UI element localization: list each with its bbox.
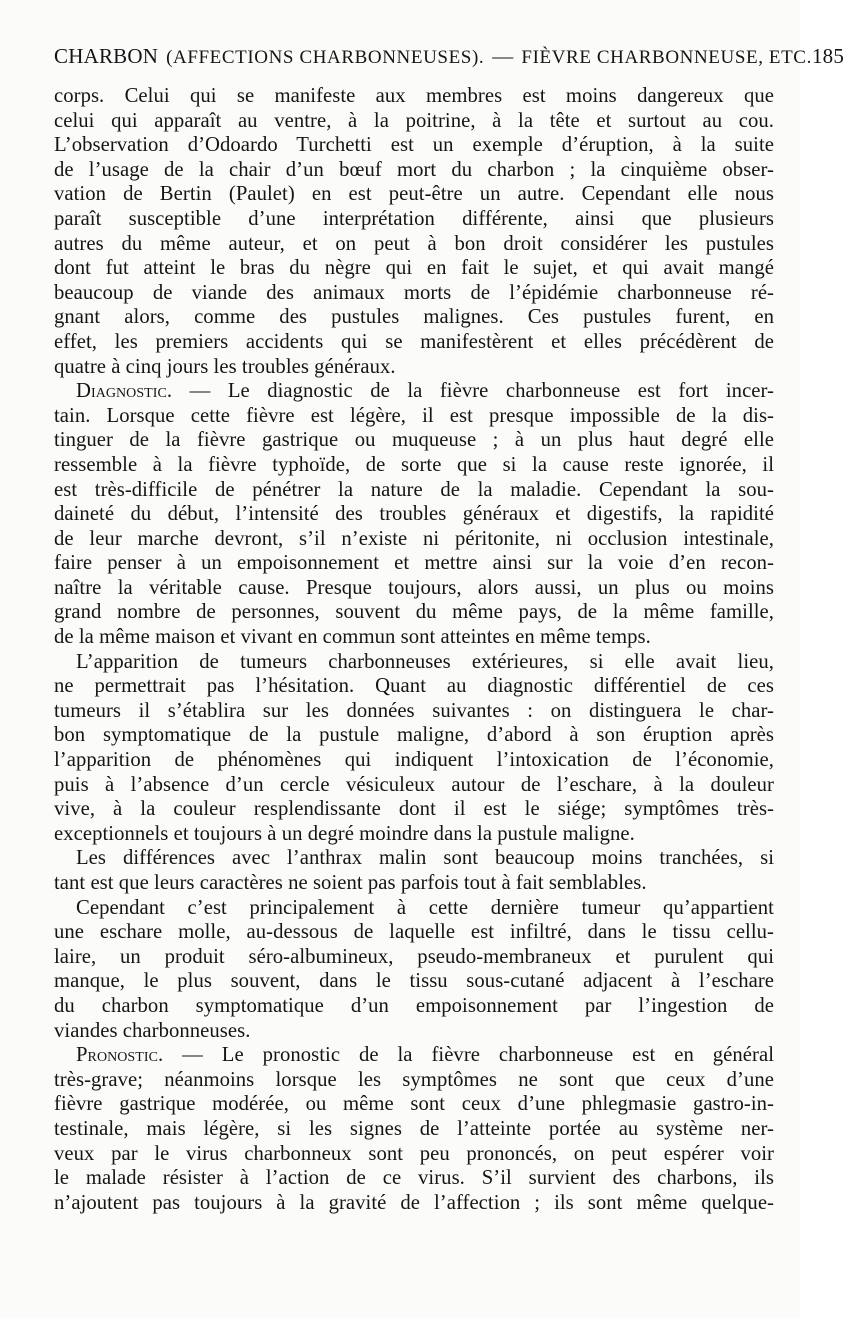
text-line: testinale, mais légère, si les signes de l’atteinte portée au système ner- — [54, 1117, 774, 1140]
text-line: effet, les premiers accidents qui se manifestèrent et elles précédèrent de — [54, 330, 774, 353]
header-topic: FIÈVRE CHARBONNEUSE, ETC. — [521, 47, 812, 68]
paragraph — [54, 650, 774, 847]
text-line: bon symptomatique de la pustule maligne, d’abord à son éruption après — [54, 724, 774, 747]
text-line: gnant alors, comme des pustules malignes. Ces pustules furent, en — [54, 306, 774, 329]
text-line: ne permettrait pas l’hésitation. Quant au diagnostic différentiel de ces — [54, 675, 774, 698]
header-subtitle: (AFFECTIONS CHARBONNEUSES). — [166, 47, 485, 68]
text-line-rest: — Le diagnostic de la fièvre charbonneuse est fort incer- — [172, 380, 774, 403]
text-line-rest: — Le pronostic de la fièvre charbonneuse est en général — [163, 1044, 774, 1067]
text-line: très-grave; néanmoins lorsque les symptômes ne sont que ceux d’une — [54, 1068, 774, 1091]
paragraph — [54, 846, 774, 895]
text-line — [54, 1043, 774, 1068]
text-line: naître la véritable cause. Presque toujours, alors aussi, un plus ou moins — [54, 576, 774, 599]
text-line: puis à l’absence d’un cercle vésiculeux autour de l’eschare, à la douleur — [54, 773, 774, 796]
text-line: l’apparition de phénomènes qui indiquent l’intoxication de l’économie, — [54, 749, 774, 772]
header-dash: — — [492, 44, 514, 68]
text-line: tain. Lorsque cette fièvre est légère, il est presque impossible de la dis- — [54, 404, 774, 427]
text-line: manque, le plus souvent, dans le tissu sous-cutané adjacent à l’eschare — [54, 970, 774, 993]
text-line: L’apparition de tumeurs charbonneuses extérieures, si elle avait lieu, — [76, 650, 774, 673]
text-line: beaucoup de viande des animaux morts de l’épidémie charbonneuse ré- — [54, 281, 774, 304]
text-line: vive, à la couleur resplendissante dont il est le siége; symptômes très- — [54, 798, 774, 821]
text-line: de leur marche devront, s’il n’existe ni péritonite, ni occlusion intestinale, — [54, 527, 774, 550]
text-line: laire, un produit séro-albumineux, pseudo-membraneux et purulent qui — [54, 945, 774, 968]
paragraph-diagnostic — [54, 379, 774, 650]
text-line: viandes charbonneuses. — [54, 1019, 251, 1042]
text-line: de la même maison et vivant en commun sont atteintes en même temps. — [54, 626, 651, 649]
text-line: tumeurs il s’établira sur les données suivantes : on distinguera le char- — [54, 699, 774, 722]
text-line: du charbon symptomatique d’un empoisonnement par l’ingestion de — [54, 994, 774, 1017]
running-title — [54, 44, 812, 69]
text-line: faire penser à un empoisonnement et mettre ainsi sur la voie d’en recon- — [54, 552, 774, 575]
section-heading-diagnostic: Diagnostic. — [76, 380, 173, 403]
text-line — [54, 379, 774, 404]
paragraph-pronostic — [54, 1043, 774, 1215]
text-line: fièvre gastrique modérée, ou même sont ceux d’une phlegmasie gastro-in- — [54, 1093, 774, 1116]
text-line: veux par le virus charbonneux sont peu prononcés, on peut espérer voir — [54, 1142, 774, 1165]
text-line: vation de Bertin (Paulet) en est peut-être un autre. Cependant elle nous — [54, 183, 774, 206]
text-line: autres du même auteur, et on peut à bon droit considérer les pustules — [54, 232, 774, 255]
running-header — [54, 44, 844, 84]
text-line: daineté du début, l’intensité des troubles généraux et digestifs, la rapidité — [54, 503, 774, 526]
text-line: paraît susceptible d’une interprétation différente, ainsi que plusieurs — [54, 207, 774, 230]
text-line: tant est que leurs caractères ne soient pas parfois tout à fait semblables. — [54, 872, 647, 894]
paragraph — [54, 84, 774, 379]
text-line: quatre à cinq jours les troubles généraux. — [54, 355, 396, 378]
text-line: tinguer de la fièvre gastrique ou muqueuse ; à un plus haut degré elle — [54, 429, 774, 452]
text-line: dont fut atteint le bras du nègre qui en fait le sujet, et qui avait mangé — [54, 257, 774, 280]
text-line: Les différences avec l’anthrax malin sont beaucoup moins tranchées, si — [76, 847, 774, 870]
text-line: exceptionnels et toujours à un degré moindre dans la pustule maligne. — [54, 822, 635, 845]
header-title: CHARBON — [54, 44, 159, 68]
text-line: une eschare molle, au-dessous de laquelle est infiltré, dans le tissu cellu- — [54, 921, 774, 944]
text-line: est très-difficile de pénétrer la nature de la maladie. Cependant la sou- — [54, 478, 774, 501]
paragraph — [54, 896, 774, 1044]
text-line: de l’usage de la chair d’un bœuf mort du charbon ; la cinquième obser- — [54, 158, 774, 181]
text-line: grand nombre de personnes, souvent du même pays, de la même famille, — [54, 601, 774, 624]
section-heading-pronostic: Pronostic. — [76, 1044, 164, 1067]
text-line: n’ajoutent pas toujours à la gravité de l’affection ; ils sont même quelque- — [54, 1191, 774, 1214]
page-number: 185 — [811, 44, 844, 68]
text-line: le malade résister à l’action de ce virus. S’il survient des charbons, ils — [54, 1167, 774, 1190]
body-text — [54, 84, 774, 1215]
text-line: L’observation d’Odoardo Turchetti est un exemple d’éruption, à la suite — [54, 134, 774, 157]
text-line: corps. Celui qui se manifeste aux membres est moins dangereux que — [54, 85, 774, 107]
text-line: celui qui apparaît au ventre, à la poitrine, à la tête et surtout au cou. — [54, 109, 774, 132]
text-line: ressemble à la fièvre typhoïde, de sorte que si la cause reste ignorée, il — [54, 453, 774, 476]
text-line: Cependant c’est principalement à cette dernière tumeur qu’appartient — [76, 896, 774, 919]
